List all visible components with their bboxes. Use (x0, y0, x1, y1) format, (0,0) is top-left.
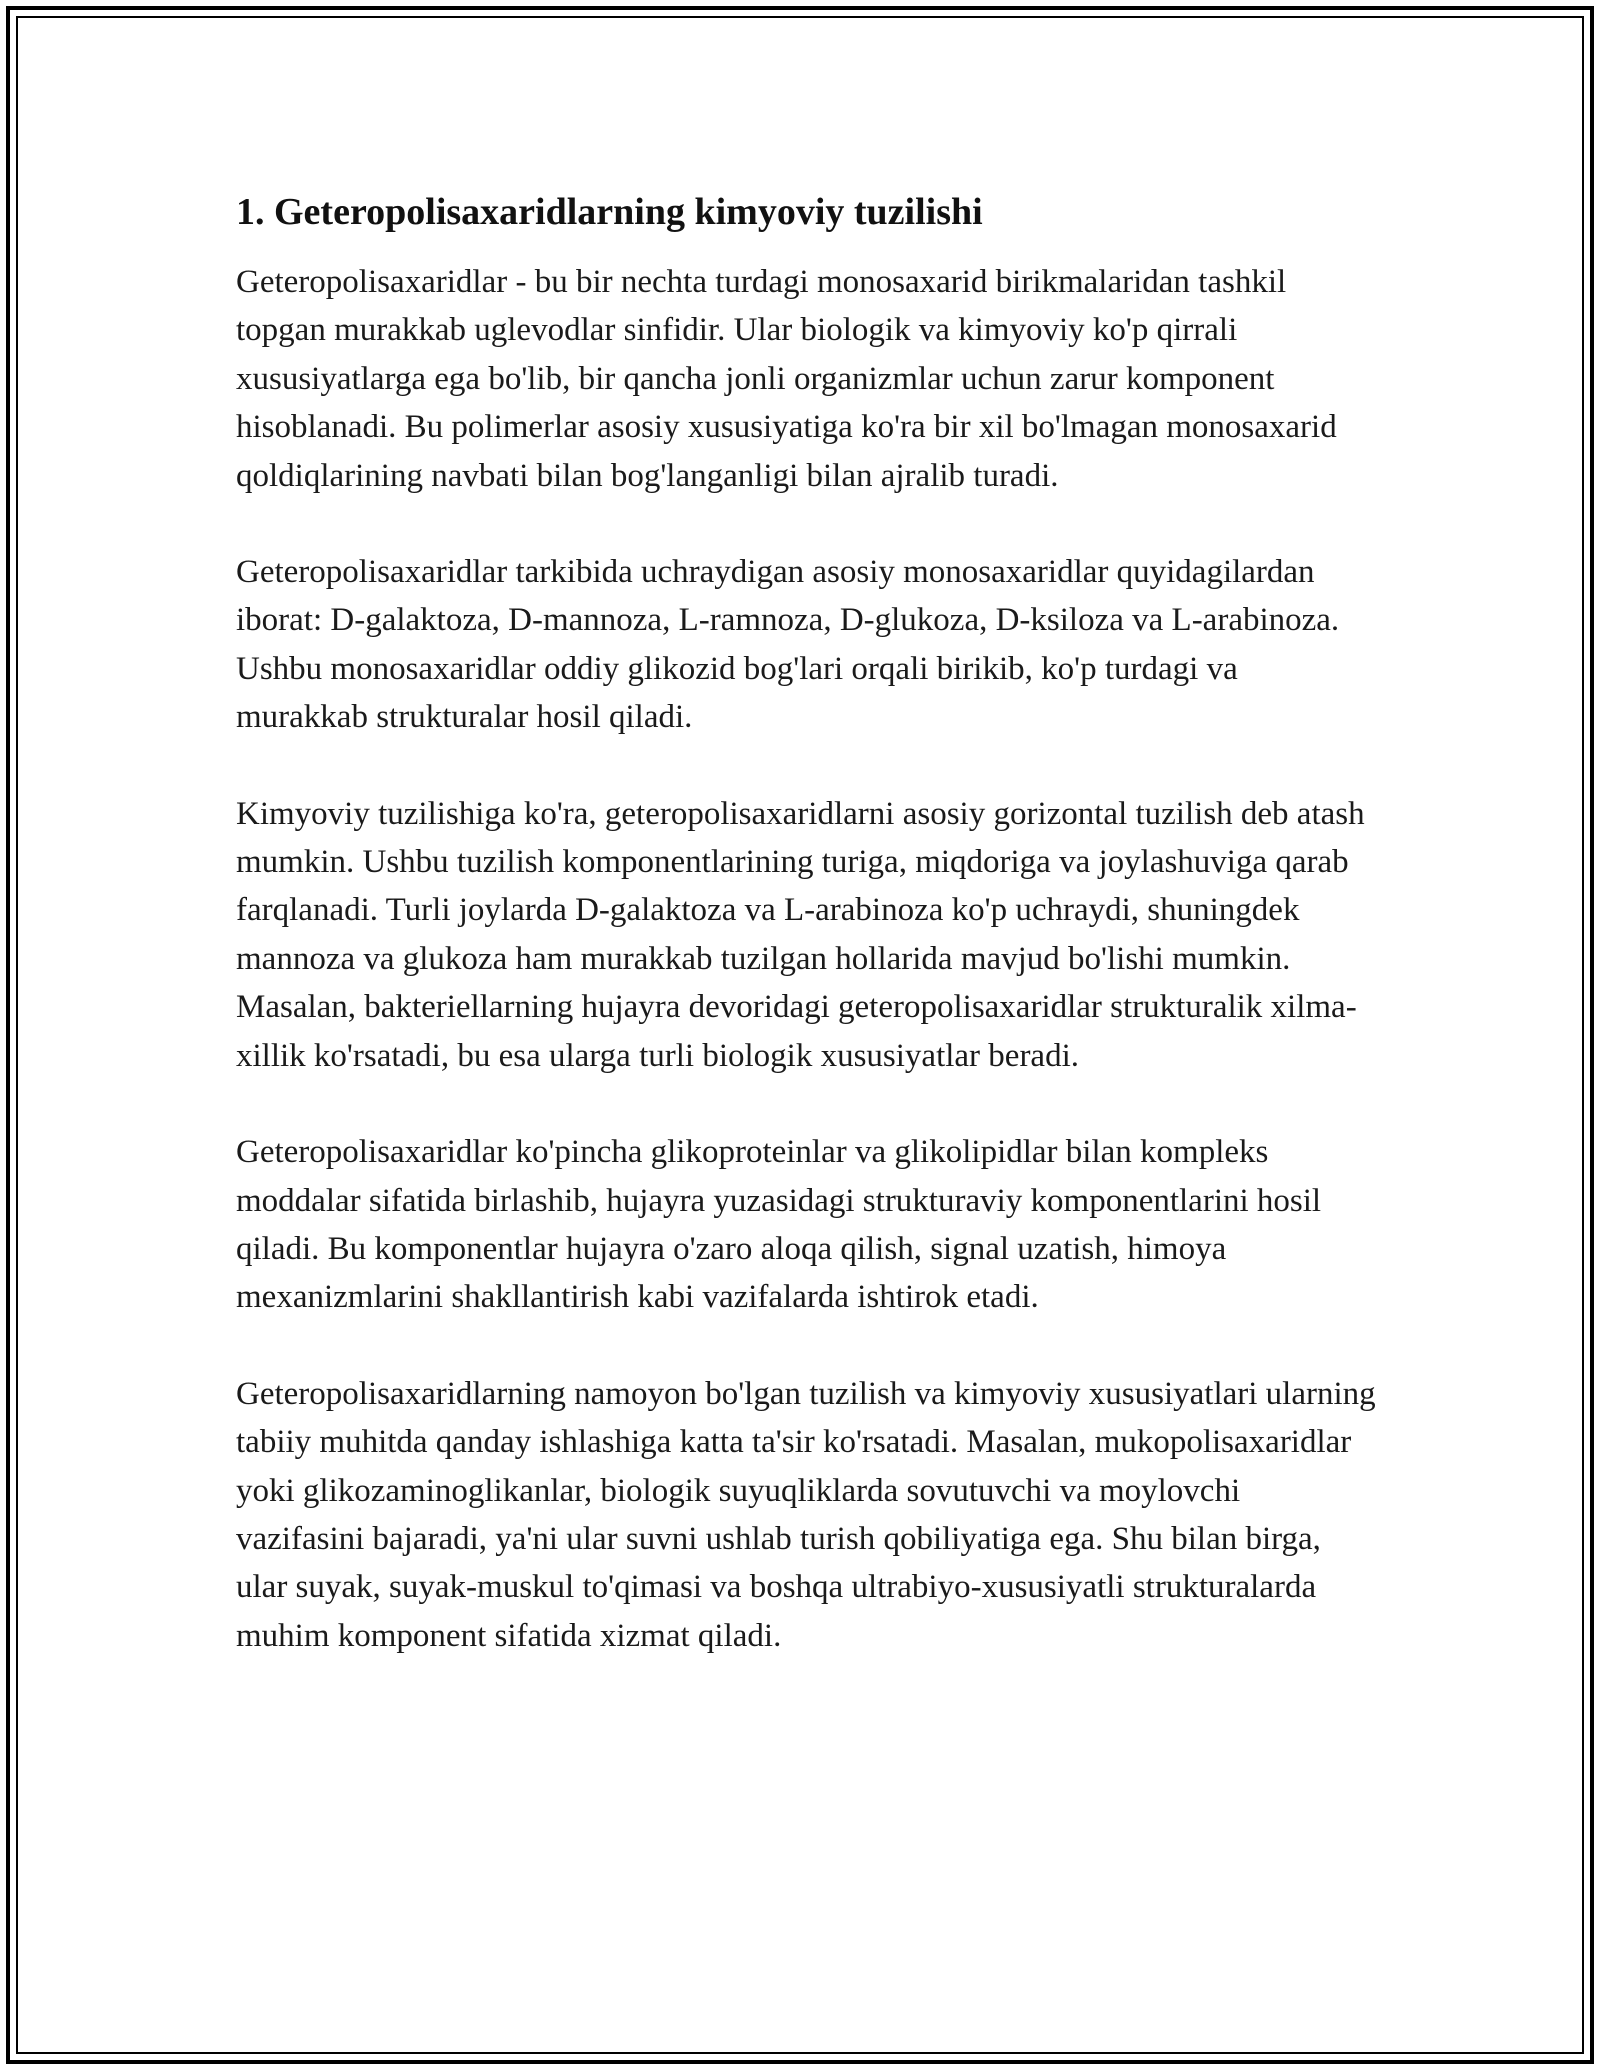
paragraph-monosaccharides: Geteropolisaxaridlar tarkibida uchraydigan asosiy monosaxaridlar quyidagilardan iborat: D-galaktoza, D-mannoza, L-ramnoza, D-glukoza, D-ksiloza va L-arabinoza. Ushbu monosaxaridlar oddiy glikozid bog'lari orqali birikib, ko'p turdagi va murakkab strukturalar hosil qiladi. (236, 554, 1340, 736)
paragraph-properties: Geteropolisaxaridlarning namoyon bo'lgan tuzilish va kimyoviy xususiyatlari ularning tabiiy muhitda qanday ishlashiga katta ta'sir ko'rsatadi. Masalan, mukopolisaxaridlar yoki glikozaminoglikanlar, biologik suyuqliklarda sovutuvchi va moylovchi vazifasini bajaradi, ya'ni ular suvni ushlab turish qobiliyatiga ega. Shu bilan birga, ular suyak, suyak-muskul to'qimasi va boshqa ultrabiyo-xususiyatli strukturalarda muhim komponent sifatida xizmat qiladi. (236, 1375, 1376, 1654)
paragraph-chemical-structure: Kimyoviy tuzilishiga ko'ra, geteropolisaxaridlarni asosiy gorizontal tuzilish deb atash mumkin. Ushbu tuzilish komponentlarining turiga, miqdoriga va joylashuviga qarab farqlanadi. Turli joylarda D-galaktoza va L-arabinoza ko'p uchraydi, shuningdek mannoza va glukoza ham murakkab tuzilgan hollarida mavjud bo'lishi mumkin. Masalan, bakteriellarning hujayra devoridagi geteropolisaxaridlar strukturalik xilma-xillik ko'rsatadi, bu esa ularga turli biologik xususiyatlar beradi. (236, 795, 1365, 1074)
paragraph-definition: Geteropolisaxaridlar - bu bir nechta turdagi monosaxarid birikmalaridan tashkil topgan murakkab uglevodlar sinfidir. Ular biologik va kimyoviy ko'p qirrali xususiyatlarga ega bo'lib, bir qancha jonli organizmlar uchun zarur komponent hisoblanadi. Bu polimerlar asosiy xususiyatiga ko'ra bir xil bo'lmagan monosaxarid qoldiqlarining navbati bilan bog'langanligi bilan ajralib turadi. (236, 264, 1337, 494)
paragraph-glycoproteins: Geteropolisaxaridlar ko'pincha glikoproteinlar va glikolipidlar bilan kompleks moddalar sifatida birlashib, hujayra yuzasidagi strukturaviy komponentlarini hosil qiladi. Bu komponentlar hujayra o'zaro aloqa qilish, signal uzatish, himoya mexanizmlarini shakllantirish kabi vazifalarda ishtirok etadi. (236, 1134, 1322, 1316)
section-heading: 1. Geteropolisaxaridlarning kimyoviy tuzilishi (236, 191, 983, 233)
document-body (236, 188, 1376, 1708)
